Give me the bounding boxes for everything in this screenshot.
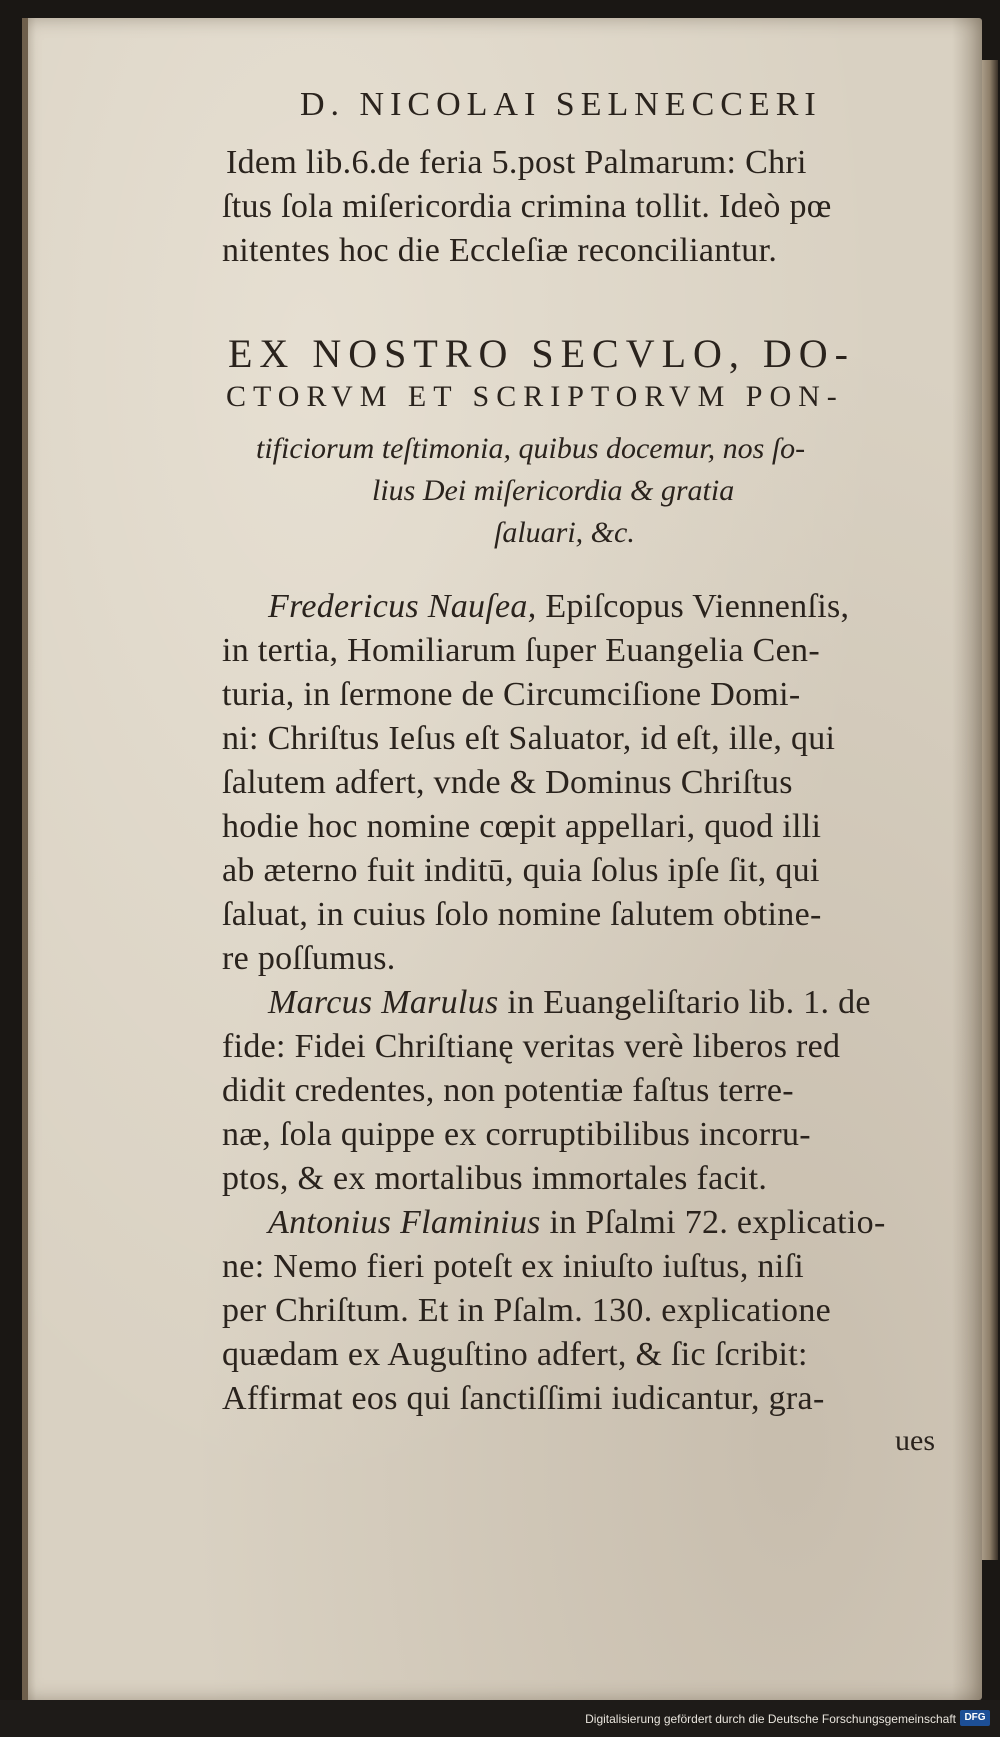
author-flaminius: Antonius Flaminius [268,1204,541,1241]
marulus-line: didit credentes, non potentiæ faſtus terre- [222,1072,794,1109]
section-title-line-4: lius Dei miſericordia & gratia [372,474,735,507]
dfg-logo: DFG [960,1710,990,1726]
flaminius-line: per Chriſtum. Et in Pſalm. 130. explicatione [222,1292,832,1329]
nausea-line: ſalutem adfert, vnde & Dominus Chriſtus [222,764,793,801]
section-title-line-3: tificiorum teſtimonia, quibus docemur, nos ſo- [256,432,806,465]
author-nausea: Fredericus Nauſea, [268,588,537,625]
nausea-line: re poſſumus. [222,940,396,977]
top-line-2: ſtus ſola miſericordia crimina tollit. Ideò pœ [222,188,832,225]
flaminius-line: ne: Nemo fieri poteſt ex iniuſto iuſtus, niſi [222,1248,804,1285]
nausea-line: ni: Chriſtus Ieſus eſt Saluator, id eſt, ille, qui [222,720,836,757]
nausea-line: hodie hoc nomine cœpit appellari, quod illi [222,808,822,845]
section-title-line-5: ſaluari, &c. [494,516,635,549]
author-marulus: Marcus Marulus [268,984,499,1021]
nausea-first-line: Fredericus Nauſea, Epiſcopus Viennenſis, [268,588,850,625]
nausea-line: ab æterno fuit inditū, quia ſolus ipſe ſit, qui [222,852,820,889]
marulus-first-line: Marcus Marulus in Euangeliſtario lib. 1. de [268,984,871,1021]
top-line-1: Idem lib.6.de feria 5.post Palmarum: Chri [226,144,807,181]
marulus-line: ptos, & ex mortalibus immortales facit. [222,1160,768,1197]
flaminius-first-line: Antonius Flaminius in Pſalmi 72. explicatio- [268,1204,886,1241]
catchword: ues [895,1424,935,1457]
nausea-line: ſaluat, in cuius ſolo nomine ſalutem obtine- [222,896,822,933]
section-title-line-1: EX NOSTRO SECVLO, DO- [228,331,855,376]
spine-shadow [22,18,28,1700]
flaminius-line: Affirmat eos qui ſanctiſſimi iudicantur, gra- [222,1380,825,1417]
nausea-line: turia, in ſermone de Circumciſione Domi- [222,676,801,713]
marulus-line: fide: Fidei Chriſtianę veritas verè liberos red [222,1028,841,1065]
flaminius-line: quædam ex Auguſtino adfert, & ſic ſcribit: [222,1336,808,1373]
digitization-credit: Digitalisierung gefördert durch die Deutsche Forschungsgemeinschaft [585,1712,956,1726]
top-line-3: nitentes hoc die Eccleſiæ reconciliantur. [222,232,778,269]
running-title: D. NICOLAI SELNECCERI [300,86,822,123]
nausea-line: in tertia, Homiliarum ſuper Euangelia Cen- [222,632,820,669]
marulus-line: næ, ſola quippe ex corruptibilibus incorru- [222,1116,811,1153]
section-title-line-2: CTORVM ET SCRIPTORVM PON- [226,380,844,413]
